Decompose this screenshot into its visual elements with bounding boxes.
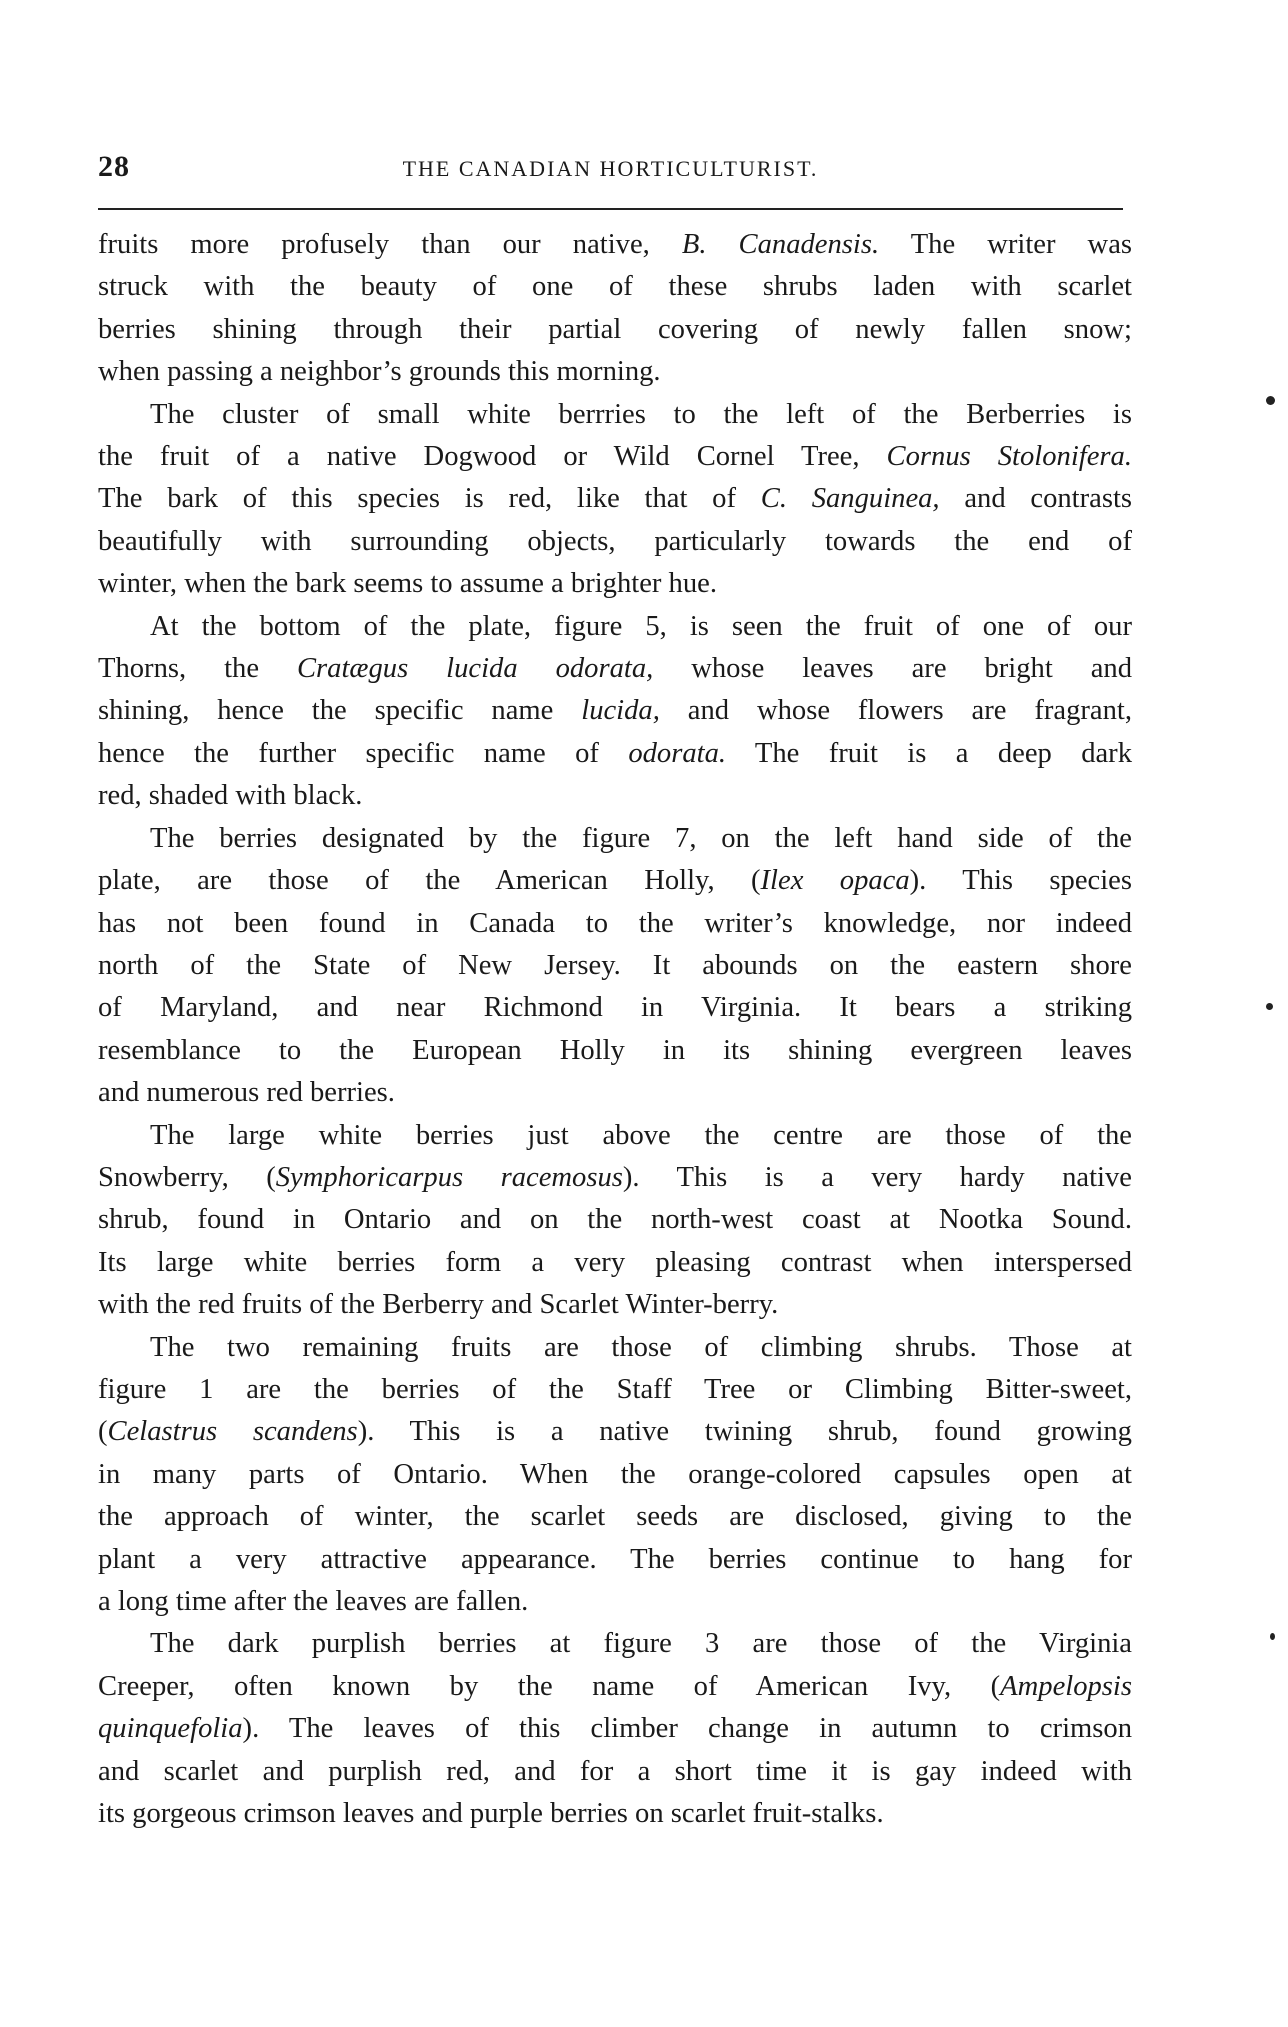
text-line [98,1581,1132,1623]
text-run: The dark purplish berries at figure 3 are those of the Virginia [150,1628,1132,1660]
italic-term: lucida, [581,695,660,727]
paragraph [98,394,1132,606]
text-line [98,987,1132,1029]
paragraph [98,224,1132,394]
text-line [98,1115,1132,1157]
text-run: ). This species [909,865,1132,897]
text-run: struck with the beauty of one of these shrubs laden with scarlet [98,271,1132,303]
text-run: whose leaves are bright and [653,653,1132,685]
italic-term: Ampelopsis [1000,1670,1132,1702]
text-run: figure 1 are the berries of the Staff Tree or Climbing Bitter-sweet, [98,1373,1132,1405]
text-line [98,1793,1132,1835]
text-run: The writer was [879,229,1133,260]
italic-term: Celastrus scandens [107,1416,358,1448]
text-run: when passing a neighbor’s grounds this morning. [98,356,661,388]
text-run: The bark of this species is red, like that of [98,483,761,515]
text-run: ). This is a very hardy native [622,1161,1132,1193]
article-body [98,224,1132,1835]
text-run: The fruit is a deep dark [726,737,1133,769]
text-line [98,690,1132,732]
italic-term: Cratægus lucida odorata, [296,653,654,685]
scan-speck [1266,1003,1273,1010]
text-run: the approach of winter, the scarlet seeds are disclosed, giving to the [98,1501,1132,1533]
text-run: has not been found in Canada to the writer’s knowledge, nor indeed [98,907,1132,939]
text-line [98,478,1132,520]
text-line [98,1539,1132,1581]
text-line [98,818,1132,860]
text-line [98,1369,1132,1411]
text-run: and numerous red berries. [98,1077,395,1109]
text-line [98,1751,1132,1793]
text-line [98,1496,1132,1538]
italic-term: quinquefolia [98,1713,243,1745]
text-run: of Maryland, and near Richmond in Virginia. It bears a striking [98,992,1132,1024]
text-run: with the red fruits of the Berberry and Scarlet Winter-berry. [98,1289,779,1321]
text-line [98,1411,1132,1453]
page-number: 28 [98,150,130,183]
text-line [98,1157,1132,1199]
text-line [98,903,1132,945]
text-line [98,436,1132,478]
text-line [98,945,1132,987]
text-run: ). The leaves of this climber change in autumn to crimson [242,1713,1132,1745]
text-run: Thorns, the [98,653,297,685]
header-rule [98,208,1123,210]
text-run: its gorgeous crimson leaves and purple berries on scarlet fruit-stalks. [98,1798,884,1830]
text-run: resemblance to the European Holly in its shining evergreen leaves [98,1034,1132,1066]
text-run: berries shining through their partial covering of newly fallen snow; [98,313,1132,345]
text-line [98,266,1132,308]
text-line [98,648,1132,690]
italic-term: Cornus Stolonifera. [886,441,1132,473]
text-line [98,394,1132,436]
text-line [98,1454,1132,1496]
italic-term: C. Sanguinea, [760,483,940,515]
text-run: and scarlet and purplish red, and for a short time it is gay indeed with [98,1755,1132,1787]
text-run: ( [98,1416,108,1448]
text-line [98,224,1132,266]
text-line [98,309,1132,351]
text-run: At the bottom of the plate, figure 5, is seen the fruit of one of our [150,610,1132,642]
text-line [98,1030,1132,1072]
text-run: Its large white berries form a very pleasing contrast when interspersed [98,1246,1132,1278]
text-line [98,563,1132,605]
text-run: hence the further specific name of [98,737,629,769]
text-run: a long time after the leaves are fallen. [98,1586,529,1617]
text-line [98,1666,1132,1708]
paragraph [98,1115,1132,1327]
text-run: in many parts of Ontario. When the orange-colored capsules open at [98,1458,1132,1490]
text-run: plate, are those of the American Holly, ( [98,865,761,897]
italic-term: Symphoricarpus racemosus [275,1161,623,1193]
text-line [98,351,1132,393]
paragraph [98,1623,1132,1835]
text-line [98,521,1132,563]
text-run: and whose flowers are fragrant, [659,695,1132,727]
italic-term: odorata. [628,737,727,769]
text-line [98,860,1132,902]
text-run: shrub, found in Ontario and on the north-west coast at Nootka Sound. [98,1204,1132,1236]
text-line [98,1284,1132,1326]
text-run: Creeper, often known by the name of American Ivy, ( [98,1670,1001,1702]
text-run: plant a very attractive appearance. The berries continue to hang for [98,1543,1132,1575]
text-run: north of the State of New Jersey. It abounds on the eastern shore [98,949,1132,981]
text-run: beautifully with surrounding objects, particularly towards the end of [98,525,1132,557]
text-line [98,1242,1132,1284]
text-line [98,1199,1132,1241]
text-run: winter, when the bark seems to assume a brighter hue. [98,568,717,600]
italic-term: B. Canadensis. [681,229,880,260]
text-line [98,775,1132,817]
text-line [98,606,1132,648]
text-run: ). This is a native twining shrub, found growing [357,1416,1132,1448]
text-run: shining, hence the specific name [98,695,582,727]
text-run: the fruit of a native Dogwood or Wild Cornel Tree, [98,441,887,473]
text-line [98,1708,1132,1750]
scan-speck [1266,396,1275,405]
text-line [98,733,1132,775]
text-run: The large white berries just above the centre are those of the [150,1119,1132,1151]
text-run: red, shaded with black. [98,780,363,812]
paragraph [98,606,1132,818]
running-title: THE CANADIAN HORTICULTURIST. [402,156,819,181]
text-run: and contrasts [939,483,1133,515]
italic-term: Ilex opaca [760,865,910,897]
text-line [98,1327,1132,1369]
text-run: Snowberry, ( [98,1161,276,1193]
paragraph [98,818,1132,1115]
text-run: The two remaining fruits are those of climbing shrubs. Those at [150,1331,1132,1363]
text-run: The cluster of small white berrries to the left of the Berberries is [150,398,1132,430]
text-run: The berries designated by the figure 7, on the left hand side of the [150,822,1132,854]
text-run: fruits more profusely than our native, [98,229,682,260]
page-header [98,150,1123,194]
paragraph [98,1327,1132,1624]
text-line [98,1072,1132,1114]
scan-speck [1270,1633,1275,1640]
text-line [98,1623,1132,1665]
